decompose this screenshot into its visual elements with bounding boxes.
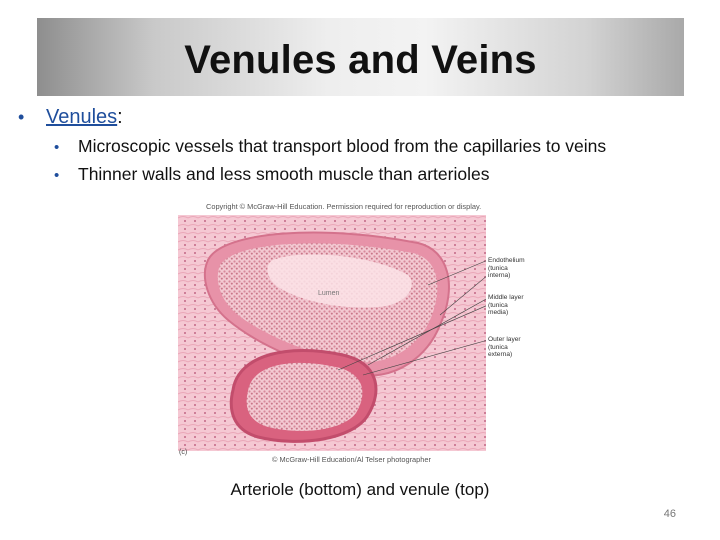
annotation-line: (tunica <box>488 301 508 309</box>
page-number: 46 <box>663 508 676 520</box>
sub-bullet-dot-icon: • <box>54 139 60 156</box>
figure-caption: Arteriole (bottom) and venule (top) <box>230 480 490 499</box>
figure-copyright-bottom: © McGraw-Hill Education/Al Telser photographer <box>272 455 431 464</box>
figure-panel-label: (c) <box>179 449 188 456</box>
title-bar <box>37 18 684 96</box>
annotation-middle-layer <box>488 294 524 317</box>
venules-term-colon: : <box>117 106 123 128</box>
annotation-line: Middle layer <box>488 294 524 301</box>
figure-copyright-top: Copyright © McGraw-Hill Education. Permission required for reproduction or display. <box>206 202 482 211</box>
venules-term: Venules <box>46 106 118 128</box>
annotation-line: media) <box>488 309 509 317</box>
annotation-line: (tunica <box>488 264 508 272</box>
annotation-line: (tunica <box>488 343 508 351</box>
annotation-line: Endothelium <box>488 257 525 264</box>
sub-bullet-2 <box>54 164 708 185</box>
annotation-line: interna) <box>488 272 511 280</box>
micrograph-image <box>178 215 486 451</box>
annotation-line: Outer layer <box>488 336 521 343</box>
slide-title: Venules and Veins <box>184 37 537 82</box>
annotation-endothelium <box>488 257 525 280</box>
sub-bullet-1 <box>54 136 708 157</box>
bullet-dot-icon: • <box>18 107 25 127</box>
annotation-outer-layer <box>488 336 521 359</box>
bullet-list <box>18 106 708 185</box>
sub-bullet-dot-icon: • <box>54 167 60 184</box>
bullet-venules <box>18 106 708 129</box>
micrograph-figure <box>176 197 548 469</box>
annotation-line: externa) <box>488 351 513 359</box>
sub-bullet-text: Thinner walls and less smooth muscle than arterioles <box>78 164 490 184</box>
sub-bullet-text: Microscopic vessels that transport blood from the capillaries to veins <box>78 136 607 156</box>
lumen-label: Lumen <box>318 290 340 297</box>
